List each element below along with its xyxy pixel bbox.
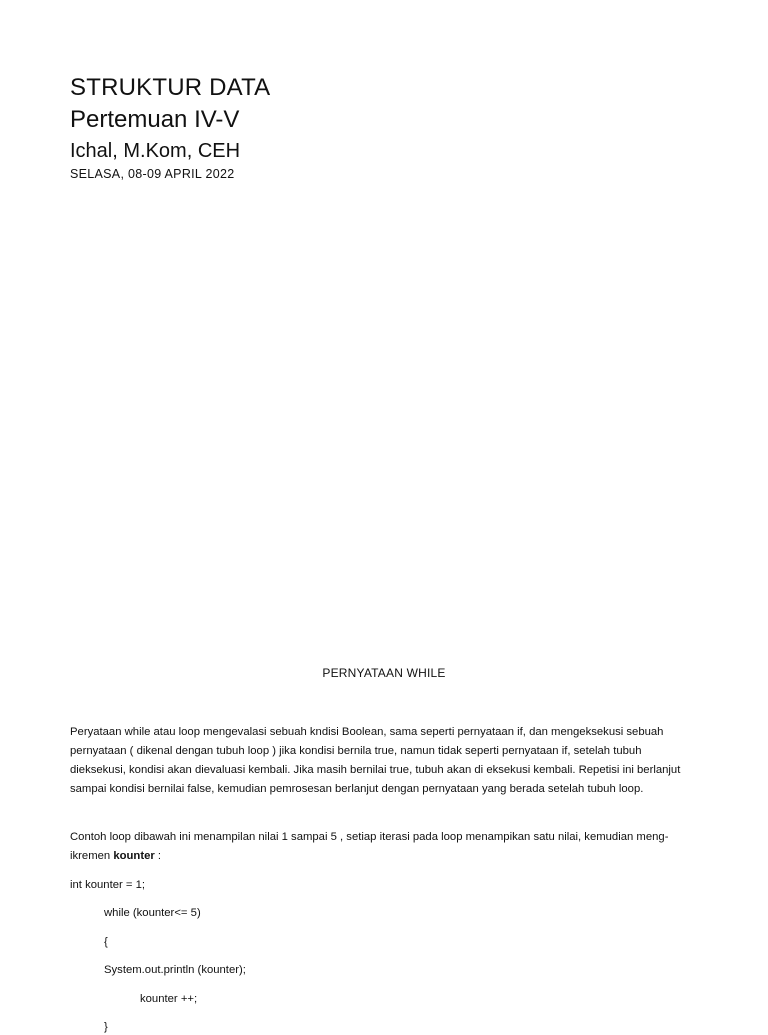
section-heading: PERNYATAAN WHILE	[322, 666, 446, 680]
document-author: Ichal, M.Kom, CEH	[70, 140, 241, 162]
code-line: System.out.println (kounter);	[104, 964, 246, 976]
paragraph-example-keyword: kounter	[113, 850, 155, 862]
document-date: SELASA, 08-09 APRIL 2022	[70, 167, 235, 181]
document-subtitle: Pertemuan IV-V	[70, 106, 240, 133]
paragraph-example-text: Contoh loop dibawah ini menampilan nilai 1 sampai 5 , setiap iterasi pada loop menampikan satu nilai, kemudian meng-ikremen	[70, 831, 669, 862]
paragraph-example-suffix: :	[154, 850, 162, 862]
paragraph-example-intro	[70, 828, 700, 866]
code-line: }	[104, 1021, 108, 1033]
code-line: while (kounter<= 5)	[104, 907, 201, 919]
code-line: {	[104, 936, 108, 948]
code-line: kounter ++;	[140, 993, 198, 1005]
document-title: STRUKTUR DATA	[70, 74, 271, 101]
code-line: int kounter = 1;	[70, 879, 146, 891]
paragraph-description: Peryataan while atau loop mengevalasi sebuah kndisi Boolean, sama seperti pernyataan if, dan mengeksekusi sebuah pernyataan ( dikenal dengan tubuh loop ) jika kondisi bernila true, namun tidak seperti pernyataan if, setelah tubuh dieksekusi, kondisi akan dievaluasi kembali. Jika masih bernilai true, tubuh akan di eksekusi kembali. Repetisi ini berlanjut sampai kondisi bernilai false, kemudian pemrosesan berlanjut dengan pernyataan yang berada setelah tubuh loop.	[70, 726, 681, 795]
